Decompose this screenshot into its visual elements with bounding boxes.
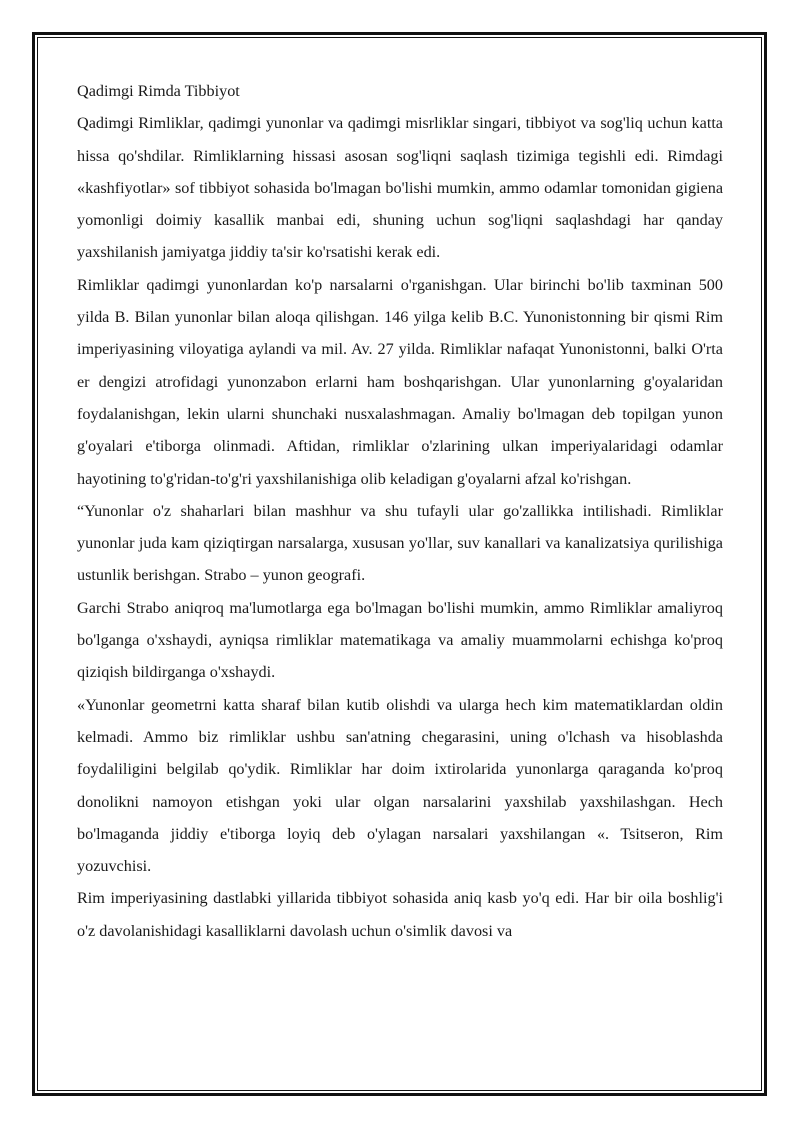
paragraph-5-cicero-quote: «Yunonlar geometrni katta sharaf bilan kutib olishdi va ularga hech kim matematiklardan oldin kelmadi. Ammo biz rimliklar ushbu san'atning chegarasini, uning o'lchash va hisoblashda foydaliligini belgilab qo'ydik. Rimliklar har doim ixtirolarida yunonlarga qaraganda ko'proq donolikni namoyon etishgan yoki ular olgan narsalarini yaxshilab yaxshilashgan. Hech bo'lmaganda jiddiy e'tiborga loyiq deb o'ylagan narsalari yaxshilangan «. Tsitseron, Rim yozuvchisi. <box>77 695 723 876</box>
paragraph-4: Garchi Strabo aniqroq ma'lumotlarga ega bo'lmagan bo'lishi mumkin, ammo Rimliklar amaliyroq bo'lganga o'xshaydi, ayniqsa rimliklar matematikaga va amaliy muammolarni echishga ko'proq qiziqish bildirganga o'xshaydi. <box>77 598 723 682</box>
paragraph-1: Qadimgi Rimliklar, qadimgi yunonlar va qadimgi misrliklar singari, tibbiyot va sog'liq uchun katta hissa qo'shdilar. Rimliklarning hissasi asosan sog'liqni saqlash tizimiga tegishli edi. Rimdagi «kashfiyotlar» sof tibbiyot sohasida bo'lmagan bo'lishi mumkin, ammo odamlar tomonidan gigiena yomonligi doimiy kasallik manbai edi, shuning uchun sog'liqni saqlashdagi har qanday yaxshilanish jamiyatga jiddiy ta'sir ko'rsatishi kerak edi. <box>77 114 723 262</box>
document-title: Qadimgi Rimda Tibbiyot <box>77 82 240 100</box>
paragraph-3-strabo-quote: “Yunonlar o'z shaharlari bilan mashhur va shu tufayli ular go'zallikka intilishadi. Rimliklar yunonlar juda kam qiziqtirgan narsalarga, xususan yo'llar, suv kanallari va kanalizatsiya qurilishiga ustunlik berishgan. Strabo – yunon geografi. <box>77 501 723 585</box>
document-body <box>77 75 723 947</box>
paragraph-2: Rimliklar qadimgi yunonlardan ko'p narsalarni o'rganishgan. Ular birinchi bo'lib taxminan 500 yilda B. Bilan yunonlar bilan aloqa qilishgan. 146 yilga kelib B.C. Yunonistonning bir qismi Rim imperiyasining viloyatiga aylandi va mil. Av. 27 yilda. Rimliklar nafaqat Yunonistonni, balki O'rta er dengizi atrofidagi yunonzabon erlarni ham boshqarishgan. Ular yunonlarning g'oyalaridan foydalanishgan, lekin ularni shunchaki nusxalashmagan. Amaliy bo'lmagan deb topilgan yunon g'oyalari e'tiborga olinmadi. Aftidan, rimliklar o'zlarining ulkan imperiyalaridagi odamlar hayotining to'g'ridan-to'g'ri yaxshilanishiga olib keladigan g'oyalarni afzal ko'rishgan. <box>77 275 723 488</box>
paragraph-6: Rim imperiyasining dastlabki yillarida tibbiyot sohasida aniq kasb yo'q edi. Har bir oila boshlig'i o'z davolanishidagi kasalliklarni davolash uchun o'simlik davosi va <box>77 889 723 940</box>
